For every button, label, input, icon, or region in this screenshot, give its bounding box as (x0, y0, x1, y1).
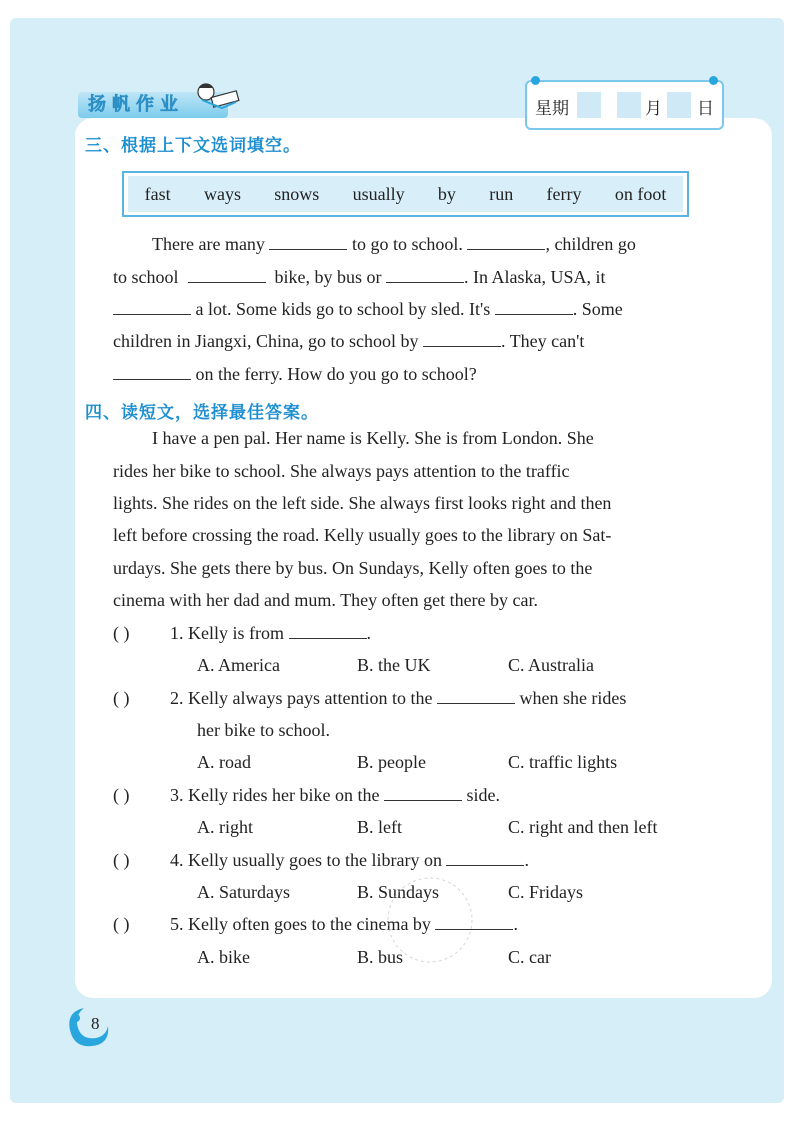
answer-blank[interactable] (423, 332, 501, 347)
day-field[interactable] (667, 92, 691, 118)
word-item: ferry (546, 183, 582, 204)
month-label: 月 (645, 99, 662, 119)
option-b[interactable]: B. left (357, 817, 402, 837)
text-segment: . They can't (500, 331, 585, 351)
text-segment: on the ferry. How do you go to school? (195, 364, 477, 384)
option-b[interactable]: B. the UK (357, 655, 431, 675)
answer-blank[interactable] (188, 268, 266, 283)
word-item: fast (144, 183, 171, 204)
passage-line (152, 234, 636, 255)
text-segment: 1. Kelly is from (170, 623, 284, 643)
passage-line (113, 331, 584, 352)
option-a[interactable]: A. right (197, 817, 253, 837)
text-segment: 4. Kelly usually goes to the library on (170, 850, 442, 870)
weekday-field[interactable] (577, 92, 601, 118)
answer-blank (289, 624, 367, 639)
option-b[interactable]: B. people (357, 752, 426, 772)
option-b[interactable]: B. Sundays (357, 882, 440, 902)
option-b[interactable]: B. bus (357, 947, 404, 967)
answer-blank[interactable] (386, 268, 464, 283)
text-segment: side. (466, 785, 500, 805)
question-stem (170, 850, 529, 871)
option-c[interactable]: C. traffic lights (508, 752, 618, 772)
answer-blank (384, 786, 462, 801)
pin-icon (709, 76, 718, 85)
reading-line: lights. She rides on the left side. She always first looks right and then (113, 493, 612, 513)
answer-paren[interactable]: ( ) (113, 623, 130, 643)
answer-blank (437, 689, 515, 704)
word-item: run (489, 183, 514, 204)
option-c[interactable]: C. Australia (508, 655, 594, 675)
text-segment: . (513, 914, 518, 934)
text-segment: when she rides (519, 688, 627, 708)
word-item: by (437, 183, 456, 204)
option-c[interactable]: C. Fridays (508, 882, 584, 902)
text-segment: bike, by bus or (274, 267, 382, 287)
answer-blank[interactable] (495, 300, 573, 315)
word-item: usually (352, 183, 405, 204)
word-item: ways (203, 183, 241, 204)
option-a[interactable]: A. road (197, 752, 251, 772)
text-segment: 5. Kelly often goes to the cinema by (170, 914, 431, 934)
reading-line: cinema with her dad and mum. They often get there by car. (113, 590, 539, 610)
answer-blank[interactable] (113, 300, 191, 315)
answer-paren[interactable]: ( ) (113, 914, 130, 934)
section3-title: 三、根据上下文选词填空。 (85, 136, 301, 156)
boy-reading-icon (192, 78, 242, 112)
word-item: snows (274, 183, 320, 204)
page-number-badge-icon (62, 1000, 112, 1050)
page-number: 8 (91, 1014, 100, 1033)
text-segment: 3. Kelly rides her bike on the (170, 785, 380, 805)
word-bank (122, 171, 689, 217)
option-c[interactable]: C. car (508, 947, 551, 967)
answer-paren[interactable]: ( ) (113, 850, 130, 870)
option-c[interactable]: C. right and then left (508, 817, 658, 837)
pin-icon (531, 76, 540, 85)
text-segment: . (366, 623, 371, 643)
answer-blank[interactable] (269, 235, 347, 250)
reading-line: rides her bike to school. She always pays attention to the traffic (113, 461, 570, 481)
question-stem (170, 688, 626, 709)
passage-line (113, 267, 606, 288)
question-stem (170, 785, 500, 806)
answer-paren[interactable]: ( ) (113, 785, 130, 805)
option-a[interactable]: A. America (197, 655, 280, 675)
text-segment: a lot. Some kids go to school by sled. It's (195, 299, 491, 319)
reading-line: I have a pen pal. Her name is Kelly. She is from London. She (152, 428, 594, 448)
text-segment: to school (113, 267, 179, 287)
day-label: 日 (697, 99, 714, 119)
text-segment: children in Jiangxi, China, go to school by (113, 331, 419, 351)
word-item: on foot (614, 183, 667, 204)
weekday-label: 星期 (535, 99, 569, 119)
text-segment: . In Alaska, USA, it (464, 267, 606, 287)
answer-blank[interactable] (467, 235, 545, 250)
reading-line: left before crossing the road. Kelly usually goes to the library on Sat- (113, 525, 612, 545)
watermark-stamp-icon (370, 870, 490, 970)
answer-blank (446, 851, 524, 866)
passage-line (113, 364, 477, 385)
text-segment: . Some (572, 299, 623, 319)
answer-blank[interactable] (113, 365, 191, 380)
reading-line: urdays. She gets there by bus. On Sundays, Kelly often goes to the (113, 558, 593, 578)
answer-paren[interactable]: ( ) (113, 688, 130, 708)
brand-logo: 扬帆作业 (78, 92, 228, 118)
text-segment: to go to school. (351, 234, 463, 254)
text-segment: 2. Kelly always pays attention to the (170, 688, 433, 708)
passage-line (113, 299, 623, 320)
date-box (525, 80, 724, 130)
question-stem-cont: her bike to school. (197, 720, 330, 740)
option-a[interactable]: A. bike (197, 947, 250, 967)
section4-title: 四、读短文，选择最佳答案。 (85, 403, 319, 423)
text-segment: . (524, 850, 529, 870)
text-segment: There are many (152, 234, 265, 254)
month-field[interactable] (617, 92, 641, 118)
text-segment: , children go (545, 234, 636, 254)
question-stem (170, 623, 371, 644)
option-a[interactable]: A. Saturdays (197, 882, 290, 902)
